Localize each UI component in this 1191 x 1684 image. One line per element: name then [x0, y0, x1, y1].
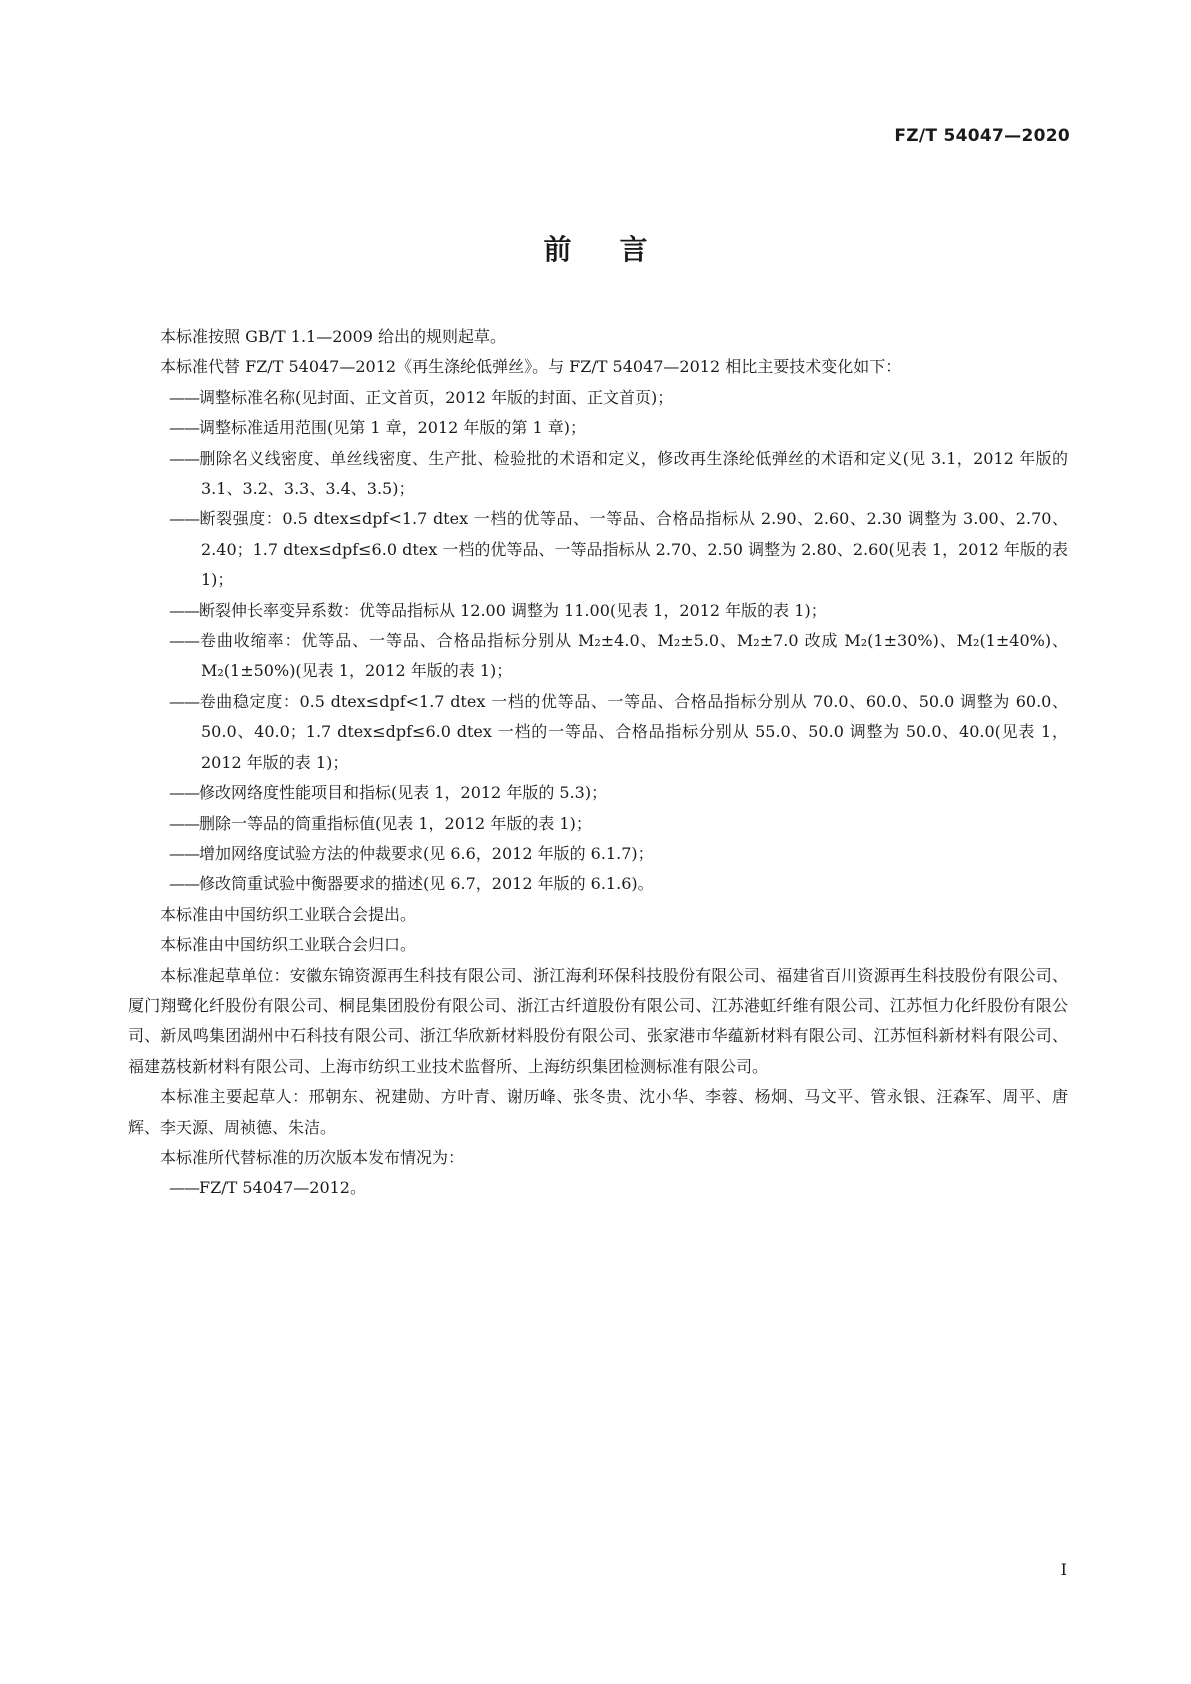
change-item: ——卷曲收缩率：优等品、一等品、合格品指标分别从 M₂±4.0、M₂±5.0、M₂±7.0 改成 M₂(1±30%)、M₂(1±40%)、M₂(1±50%)(见表 1，2012 年版的表 1)； [169, 631, 1068, 681]
dash-marker: —— [169, 691, 199, 711]
dash-marker: —— [169, 813, 199, 833]
change-item: ——调整标准适用范围(见第 1 章，2012 年版的第 1 章)； [169, 418, 586, 438]
change-item: ——调整标准名称(见封面、正文首页，2012 年版的封面、正文首页)； [169, 387, 674, 407]
foreword-body [128, 322, 1068, 1204]
change-item: ——删除一等品的筒重指标值(见表 1，2012 年版的表 1)； [169, 813, 592, 833]
dash-marker: —— [169, 783, 199, 803]
dash-marker: —— [169, 418, 199, 438]
paragraph-under-jurisdiction: 本标准由中国纺织工业联合会归口。 [160, 935, 417, 955]
change-item: ——断裂伸长率变异系数：优等品指标从 12.00 调整为 11.00(见表 1，2012 年版的表 1)； [169, 600, 827, 620]
page-number: I [1060, 1560, 1067, 1579]
paragraph-proposed-by: 本标准由中国纺织工业联合会提出。 [160, 904, 417, 924]
dash-marker: —— [169, 1178, 199, 1198]
dash-marker: —— [169, 600, 199, 620]
dash-marker: —— [169, 874, 199, 894]
change-item: ——修改网络度性能项目和指标(见表 1，2012 年版的 5.3)； [169, 783, 608, 803]
change-item: ——修改筒重试验中衡器要求的描述(见 6.7，2012 年版的 6.1.6)。 [169, 874, 654, 894]
dash-marker: —— [169, 387, 199, 407]
paragraph-drafting-units: 本标准起草单位：安徽东锦资源再生科技有限公司、浙江海利环保科技股份有限公司、福建省百川资源再生科技股份有限公司、厦门翔鹭化纤股份有限公司、桐昆集团股份有限公司、浙江古纤道股份有限公司、江苏港虹纤维有限公司、江苏恒力化纤股份有限公司、新凤鸣集团湖州中石科技有限公司、浙江华欣新材料股份有限公司、张家港市华蕴新材料有限公司、江苏恒科新材料有限公司、福建荔枝新材料有限公司、上海市纺织工业技术监督所、上海纺织集团检测标准有限公司。 [128, 965, 1068, 1076]
dash-marker: —— [169, 631, 199, 651]
paragraph-history-intro: 本标准所代替标准的历次版本发布情况为： [160, 1147, 465, 1167]
paragraph-drafters: 本标准主要起草人：邢朝东、祝建勋、方叶青、谢历峰、张冬贵、沈小华、李蓉、杨炯、马文平、管永银、汪森军、周平、唐辉、李天源、周祯德、朱洁。 [128, 1087, 1068, 1137]
document-code: FZ/T 54047—2020 [894, 126, 1070, 146]
page-title: 前言 [543, 233, 696, 266]
change-item: ——增加网络度试验方法的仲裁要求(见 6.6，2012 年版的 6.1.7)； [169, 843, 654, 863]
change-item: ——卷曲稳定度：0.5 dtex≤dpf<1.7 dtex 一档的优等品、一等品、合格品指标分别从 70.0、60.0、50.0 调整为 60.0、50.0、40.0；1.7 dtex≤dpf≤6.0 dtex 一档的一等品、合格品指标分别从 55.0、50.0 调整为 50.0、40.0(见表 1，2012 年版的表 1)； [169, 691, 1068, 772]
paragraph-drafting-rules: 本标准按照 GB/T 1.1—2009 给出的规则起草。 [160, 327, 507, 346]
change-item: ——断裂强度：0.5 dtex≤dpf<1.7 dtex 一档的优等品、一等品、合格品指标从 2.90、2.60、2.30 调整为 3.00、2.70、2.40；1.7 dtex≤dpf≤6.0 dtex 一档的优等品、一等品指标从 2.70、2.50 调整为 2.80、2.60(见表 1，2012 年版的表 1)； [169, 509, 1068, 590]
dash-marker: —— [169, 509, 199, 529]
paragraph-replaces: 本标准代替 FZ/T 54047—2012《再生涤纶低弹丝》。与 FZ/T 54047—2012 相比主要技术变化如下： [160, 357, 902, 377]
dash-marker: —— [169, 843, 199, 863]
history-item: ——FZ/T 54047—2012。 [169, 1178, 366, 1198]
change-item: ——删除名义线密度、单丝线密度、生产批、检验批的术语和定义，修改再生涤纶低弹丝的术语和定义(见 3.1，2012 年版的 3.1、3.2、3.3、3.4、3.5)； [169, 448, 1068, 499]
dash-marker: —— [169, 448, 199, 468]
